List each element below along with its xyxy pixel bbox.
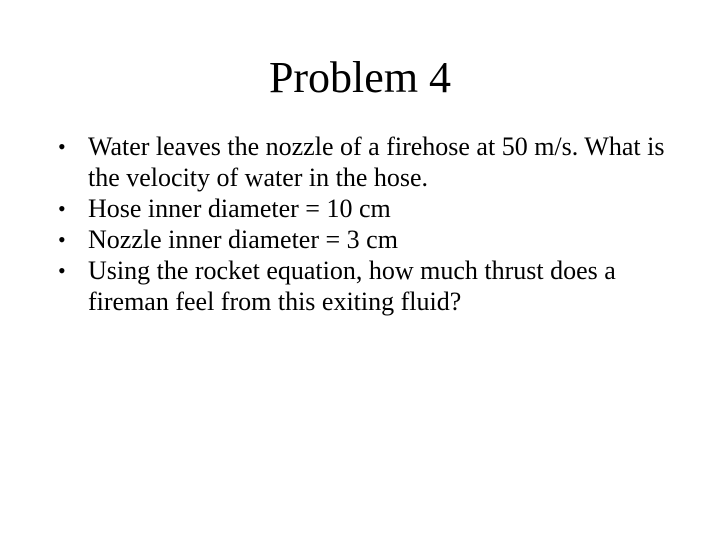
bullet-item-velocity [58, 131, 678, 193]
bullet-dot-icon: • [58, 196, 66, 221]
bullet-text: Hose inner diameter = 10 cm [88, 194, 391, 223]
bullet-item-nozzle-diameter [58, 224, 678, 255]
bullet-text: Water leaves the nozzle of a firehose at 50 m/s. What is the velocity of water in the hose. [88, 132, 665, 192]
bullet-text: Using the rocket equation, how much thrust does a fireman feel from this exiting fluid? [88, 256, 616, 316]
slide-title: Problem 4 [268, 53, 452, 102]
bullet-item-rocket-equation [58, 255, 678, 317]
bullet-dot-icon: • [58, 258, 66, 283]
bullet-dot-icon: • [58, 134, 66, 159]
bullet-item-hose-diameter [58, 193, 678, 224]
bullet-dot-icon: • [58, 227, 66, 252]
bullet-text: Nozzle inner diameter = 3 cm [88, 225, 398, 254]
bullet-list [58, 131, 678, 317]
